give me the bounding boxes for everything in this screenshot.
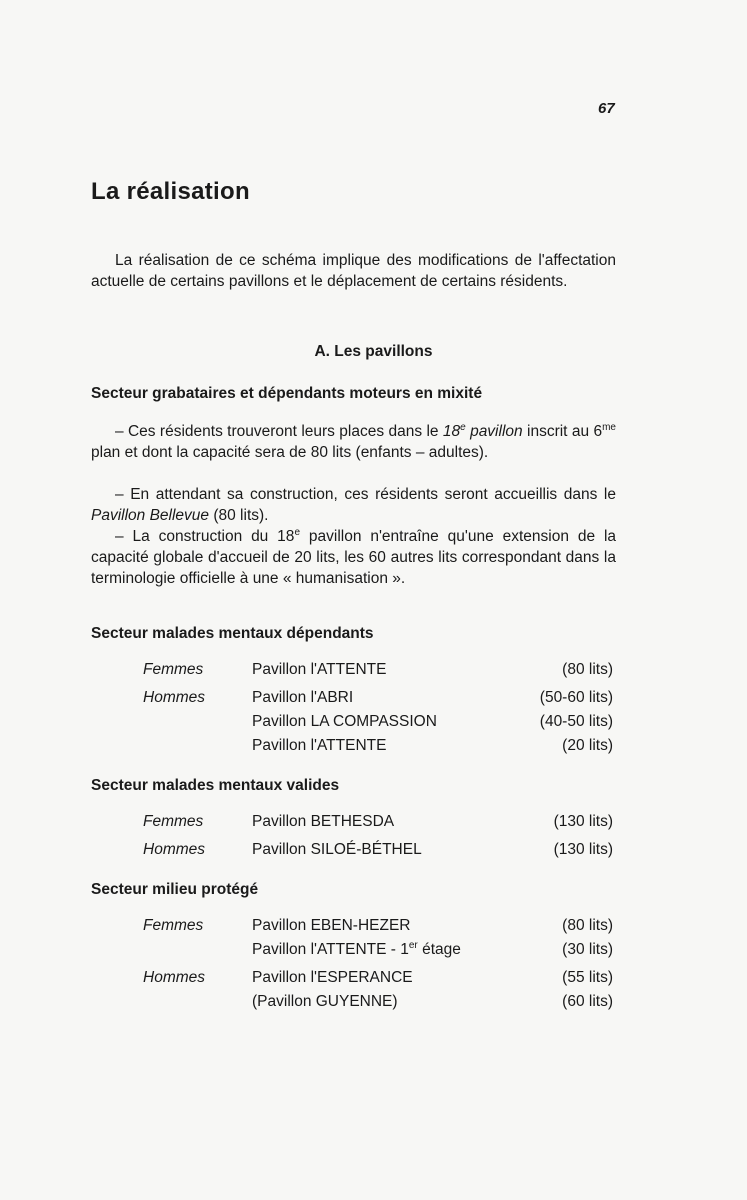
sector1-bullet-3: – La construction du 18e pavillon n'entraîne qu'une extension de la capacité globale d'accueil de 20 lits, les 60 autres lits correspondant dans la terminologie officielle à une « humanisation ». [91, 526, 617, 587]
sector2-row-1-group: Femmes [143, 661, 204, 678]
sector2-row-2-group: Hommes [143, 689, 206, 706]
sector4-row-1-pavilion: Pavillon EBEN-HEZER [252, 917, 411, 934]
sector3-row-2-capacity: (130 lits) [553, 841, 613, 858]
sector4-row-4-pavilion: (Pavillon GUYENNE) [252, 993, 398, 1010]
sector3-row-2-group: Hommes [143, 841, 206, 858]
sector4-row-2-pavilion: Pavillon l'ATTENTE - 1er étage [252, 939, 461, 958]
sector2-row-1-capacity: (80 lits) [562, 661, 613, 678]
sector4-row-3-capacity: (55 lits) [562, 969, 613, 986]
sector2-row-3-pavilion: Pavillon LA COMPASSION [252, 713, 437, 730]
sector2-row-4-pavilion: Pavillon l'ATTENTE [252, 737, 387, 754]
intro-paragraph: La réalisation de ce schéma implique des modifications de l'affectation actuelle de certains pavillons et le déplacement de certains résidents. [91, 252, 616, 290]
sector4-row-3-group: Hommes [143, 969, 206, 986]
sector1-title: Secteur grabataires et dépendants moteurs en mixité [91, 385, 483, 402]
page-number: 67 [598, 100, 615, 117]
sector2-title: Secteur malades mentaux dépendants [91, 625, 374, 642]
sector1-bullet-1: – Ces résidents trouveront leurs places dans le 18e pavillon inscrit au $6^{me}$ plan et dont la capacité sera de 80 lits (enfants – adultes). [91, 421, 616, 461]
sector3-row-1-group: Femmes [143, 813, 204, 830]
subsection-title: A. Les pavillons [314, 343, 433, 360]
sector4-row-2-capacity: (30 lits) [562, 941, 613, 958]
sector2-row-2-capacity: (50-60 lits) [539, 689, 613, 706]
sector4-row-4-capacity: (60 lits) [562, 993, 613, 1010]
sector3-title: Secteur malades mentaux valides [91, 777, 340, 794]
sector4-row-1-group: Femmes [143, 917, 204, 934]
sector4-title: Secteur milieu protégé [91, 881, 259, 898]
sector1-bullet-2: – En attendant sa construction, ces résidents seront accueillis dans le Pavillon Bellevue (80 lits). [91, 486, 616, 524]
sector3-row-1-pavilion: Pavillon BETHESDA [252, 813, 395, 830]
sector2-row-3-capacity: (40-50 lits) [539, 713, 613, 730]
sector4-row-1-capacity: (80 lits) [562, 917, 613, 934]
sector2-row-2-pavilion: Pavillon l'ABRI [252, 689, 354, 706]
sector2-row-1-pavilion: Pavillon l'ATTENTE [252, 661, 387, 678]
page-title: La réalisation [91, 178, 250, 205]
sector4-row-3-pavilion: Pavillon l'ESPERANCE [252, 969, 413, 986]
sector2-row-4-capacity: (20 lits) [562, 737, 613, 754]
sector3-row-2-pavilion: Pavillon SILOÉ-BÉTHEL [252, 841, 422, 858]
sector3-row-1-capacity: (130 lits) [553, 813, 613, 830]
